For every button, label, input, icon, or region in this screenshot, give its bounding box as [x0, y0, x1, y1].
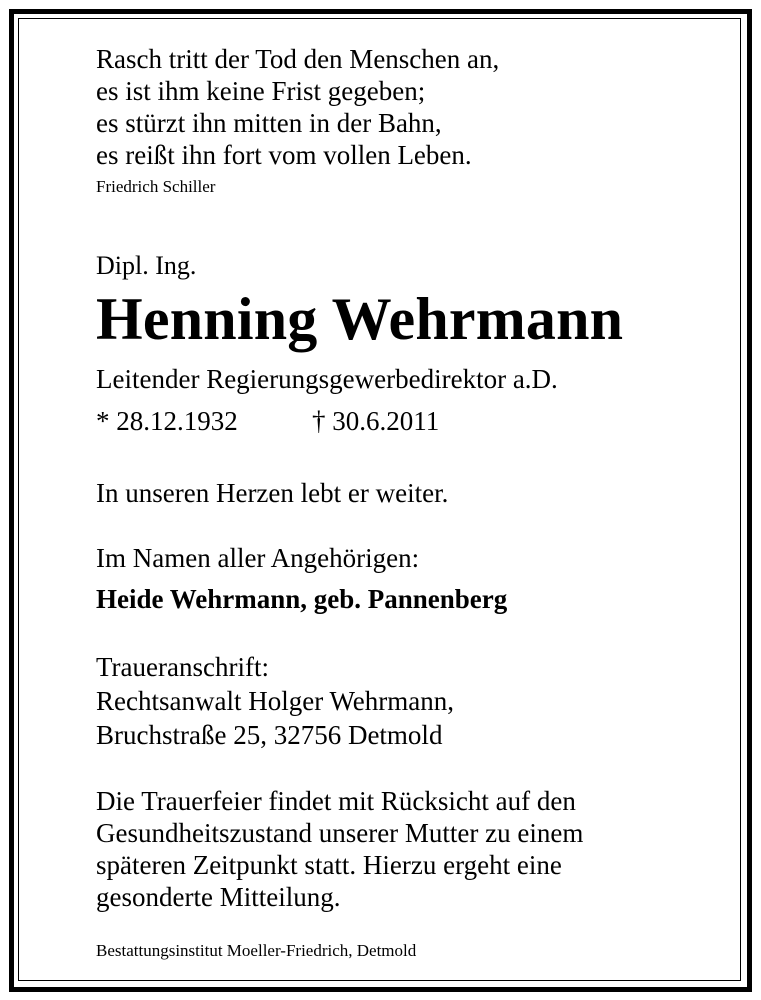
address-line: Rechtsanwalt Holger Wehrmann, — [96, 686, 454, 716]
ceremony-line: späteren Zeitpunkt statt. Hierzu ergeht eine — [96, 850, 562, 880]
ceremony-line: Die Trauerfeier findet mit Rücksicht auf den — [96, 786, 576, 816]
address-line: Bruchstraße 25, 32756 Detmold — [96, 720, 443, 750]
birth-date: * 28.12.1932 — [96, 406, 238, 436]
motto: In unseren Herzen lebt er weiter. — [96, 478, 449, 508]
deceased-position: Leitender Regierungsgewerbedirektor a.D. — [96, 364, 558, 394]
poem-author: Friedrich Schiller — [96, 177, 216, 196]
ceremony-line: gesonderte Mitteilung. — [96, 882, 341, 912]
poem-line: Rasch tritt der Tod den Menschen an, — [96, 44, 500, 74]
family-name: Heide Wehrmann, geb. Pannenberg — [96, 584, 508, 614]
academic-title: Dipl. Ing. — [96, 251, 197, 280]
poem-line: es stürzt ihn mitten in der Bahn, — [96, 108, 442, 138]
address-label: Traueranschrift: — [96, 652, 269, 682]
deceased-name: Henning Wehrmann — [96, 286, 624, 352]
poem-line: es reißt ihn fort vom vollen Leben. — [96, 140, 472, 170]
ceremony-line: Gesundheitszustand unserer Mutter zu einem — [96, 818, 584, 848]
family-intro: Im Namen aller Angehörigen: — [96, 543, 420, 573]
poem-line: es ist ihm keine Frist gegeben; — [96, 76, 426, 106]
death-date: † 30.6.2011 — [312, 406, 440, 436]
funeral-home: Bestattungsinstitut Moeller-Friedrich, Detmold — [96, 941, 417, 960]
